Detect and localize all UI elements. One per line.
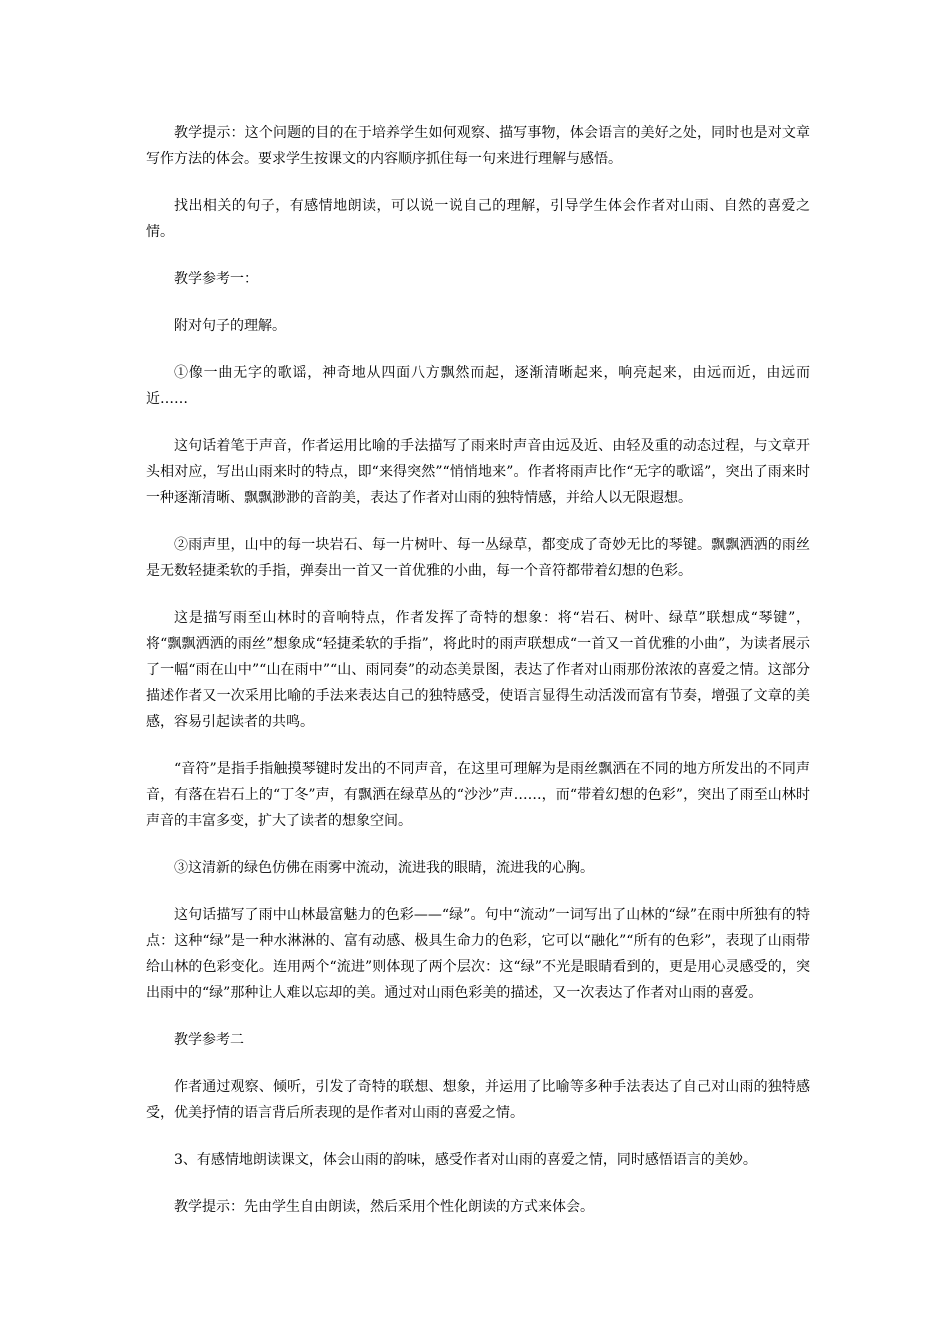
paragraph-reference-one-heading: 教学参考一： (174, 271, 258, 287)
paragraph-analysis-3: 这句话描写了雨中山林最富魅力的色彩——“绿”。句中“流动”一词写出了山林的“绿”在雨中所独有的特点：这种“绿”是一种水淋淋的、富有动感、极具生命力的色彩，它可以“融化”“所有的色彩”，表现了山雨带给山林的色彩变化。连用两个“流进”则体现了两个层次：这“绿”不光是眼睛看到的，更是用心灵感受的，突出雨中的“绿”那种让人难以忘却的美。通过对山雨色彩美的描述，又一次表达了作者对山雨的喜爱。 (146, 907, 810, 1001)
paragraph-reference-two: 作者通过观察、倾听，引发了奇特的联想、想象，并运用了比喻等多种手法表达了自己对山雨的独特感受，优美抒情的语言背后所表现的是作者对山雨的喜爱之情。 (146, 1079, 810, 1121)
paragraph-teaching-tip-2: 教学提示：先由学生自由朗读，然后采用个性化朗读的方式来体会。 (174, 1199, 594, 1215)
paragraph-step-3: 3、有感情地朗读课文，体会山雨的韵味，感受作者对山雨的喜爱之情，同时感悟语言的美妙。 (174, 1152, 757, 1168)
paragraph-find-sentences: 找出相关的句子，有感情地朗读，可以说一说自己的理解，引导学生体会作者对山雨、自然的喜爱之情。 (146, 198, 810, 240)
paragraph-quote-3: ③这清新的绿色仿佛在雨雾中流动，流进我的眼睛，流进我的心胸。 (174, 860, 594, 876)
paragraph-quote-2: ②雨声里，山中的每一块岩石、每一片树叶、每一丛绿草，都变成了奇妙无比的琴键。飘飘洒洒的雨丝是无数轻捷柔软的手指，弹奏出一首又一首优雅的小曲，每一个音符都带着幻想的色彩。 (146, 537, 810, 579)
paragraph-sentence-understanding-heading: 附对句子的理解。 (174, 318, 286, 334)
paragraph-analysis-notes: “音符”是指手指触摸琴键时发出的不同声音，在这里可理解为是雨丝飘洒在不同的地方所发出的不同声音，有落在岩石上的“丁冬”声，有飘洒在绿草丛的“沙沙”声……，而“带着幻想的色彩”，突出了雨至山林时声音的丰富多变，扩大了读者的想象空间。 (146, 761, 810, 829)
paragraph-teaching-tip-1: 教学提示：这个问题的目的在于培养学生如何观察、描写事物，体会语言的美好之处，同时也是对文章写作方法的体会。要求学生按课文的内容顺序抓住每一句来进行理解与感悟。 (146, 125, 810, 167)
document-page (146, 120, 810, 1241)
paragraph-quote-1: ①像一曲无字的歌谣，神奇地从四面八方飘然而起，逐渐清晰起来，响亮起来，由远而近，由远而近…… (146, 365, 810, 407)
paragraph-analysis-1: 这句话着笔于声音，作者运用比喻的手法描写了雨来时声音由远及近、由轻及重的动态过程，与文章开头相对应，写出山雨来时的特点，即“来得突然”“悄悄地来”。作者将雨声比作“无字的歌谣”，突出了雨来时一种逐渐清晰、飘飘渺渺的音韵美，表达了作者对山雨的独特情感，并给人以无限遐想。 (146, 438, 810, 506)
paragraph-analysis-2: 这是描写雨至山林时的音响特点，作者发挥了奇特的想象：将“岩石、树叶、绿草”联想成“琴键”，将“飘飘洒洒的雨丝”想象成“轻捷柔软的手指”，将此时的雨声联想成“一首又一首优雅的小曲”，为读者展示了一幅“雨在山中”“山在雨中”“山、雨同奏”的动态美景图，表达了作者对山雨那份浓浓的喜爱之情。这部分描述作者又一次采用比喻的手法来表达自己的独特感受，使语言显得生动活泼而富有节奏，增强了文章的美感，容易引起读者的共鸣。 (146, 610, 810, 730)
paragraph-reference-two-heading: 教学参考二 (174, 1032, 244, 1048)
